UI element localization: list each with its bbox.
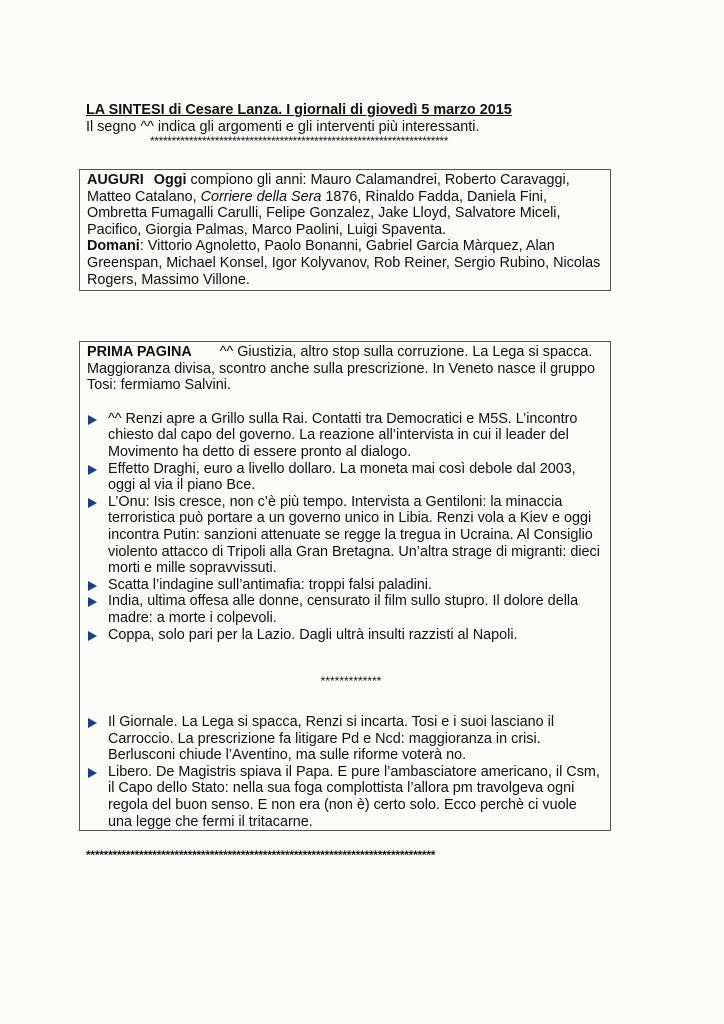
- blue-triangle-bullet-icon: [88, 415, 97, 425]
- list-item: Libero. De Magistris spiava il Papa. E pure l’ambasciatore americano, il Csm, il Capo dello Stato: nella sua foga complottista l’allora pm travolgeva ogni regola del buon senso. E non era (non è) certo solo. Ecco perchè ci vuole una legge che fermi il tritacarne.: [87, 764, 603, 830]
- list-item: Scatta l’indagine sull’antimafia: troppi falsi paladini.: [87, 577, 603, 594]
- blue-triangle-bullet-icon: [88, 718, 97, 728]
- auguri-tomorrow-paragraph: [87, 238, 603, 288]
- blue-triangle-bullet-icon: [88, 465, 97, 475]
- list-item: L’Onu: Isis cresce, non c’è più tempo. Intervista a Gentiloni: la minaccia terroristica può portare a un governo unico in Libia. Renzi vola a Kiev e oggi incontra Putin: sanzioni attenuate se regge la tregua in Ucraina. Al Consiglio violento attacco di Tripoli alla Gran Bretagna. Un’altra strage di migranti: dieci morti e mille sopravvissuti.: [87, 494, 603, 577]
- prima-pagina-label: PRIMA PAGINA: [87, 344, 192, 360]
- blue-triangle-bullet-icon: [88, 597, 97, 607]
- list-item: Il Giornale. La Lega si spacca, Renzi si incarta. Tosi e i suoi lasciano il Carroccio. La prescrizione fa litigare Pd e Ncd: maggioranza in crisi. Berlusconi chiude l’Aventino, ma sulle riforme voterà no.: [87, 714, 603, 764]
- tomorrow-label: Domani: [87, 238, 140, 255]
- footer-separator: *******************************************************************************: [86, 848, 436, 862]
- blue-triangle-bullet-icon: [88, 631, 97, 641]
- list-item: Coppa, solo pari per la Lazio. Dagli ultrà insulti razzisti al Napoli.: [87, 627, 603, 644]
- section-separator: *************: [320, 674, 382, 689]
- prima-pagina-box: [79, 341, 611, 831]
- today-text-1: compiono gli anni: Mauro Calamandrei, Roberto Caravaggi, Matteo Catalano,: [87, 172, 570, 205]
- auguri-box: [79, 169, 611, 291]
- header-separator: *********************************************************************: [150, 134, 449, 148]
- today-label: Oggi: [153, 172, 187, 188]
- auguri-label: AUGURI: [87, 172, 144, 188]
- auguri-today-paragraph: [87, 172, 603, 238]
- list-item: India, ultima offesa alle donne, censurato il film sullo stupro. Il dolore della madre: a morte i colpevoli.: [87, 593, 603, 626]
- page-title: LA SINTESI di Cesare Lanza. I giornali di giovedì 5 marzo 2015: [86, 102, 512, 118]
- list-item: ^^ Renzi apre a Grillo sulla Rai. Contatti tra Democratici e M5S. L’incontro chiesto dal capo del governo. La reazione all’intervista in cui il leader del Movimento ha detto di essere pronto al dialogo.: [87, 411, 603, 461]
- prima-pagina-lead-paragraph: [87, 344, 603, 394]
- news-list: [87, 411, 603, 643]
- prima-pagina-lead: ^^ Giustizia, altro stop sulla corruzione. La Lega si spacca. Maggioranza divisa, scontro anche sulla prescrizione. In Veneto nasce il gruppo Tosi: fermiamo Salvini.: [87, 344, 595, 394]
- page-subtitle: Il segno ^^ indica gli argomenti e gli interventi più interessanti.: [86, 119, 480, 135]
- list-item: Effetto Draghi, euro a livello dollaro. La moneta mai così debole dal 2003, oggi al via il piano Bce.: [87, 461, 603, 494]
- today-text-2: 1876, Rinaldo Fadda, Daniela Fini, Ombretta Fumagalli Carulli, Felipe Gonzalez, Jake Lloyd, Salvatore Miceli, Pacifico, Giorgia Palmas, Marco Paolini, Luigi Spaventa.: [87, 188, 561, 238]
- blue-triangle-bullet-icon: [88, 581, 97, 591]
- blue-triangle-bullet-icon: [88, 768, 97, 778]
- tomorrow-text: : Vittorio Agnoletto, Paolo Bonanni, Gabriel Garcia Màrquez, Alan Greenspan, Michael Konsel, Igor Kolyvanov, Rob Reiner, Sergio Rubino, Nicolas Rogers, Massimo Villone.: [87, 238, 601, 288]
- press-review-list: [87, 714, 603, 830]
- today-text-italic: Corriere della Sera: [200, 188, 322, 205]
- blue-triangle-bullet-icon: [88, 498, 97, 508]
